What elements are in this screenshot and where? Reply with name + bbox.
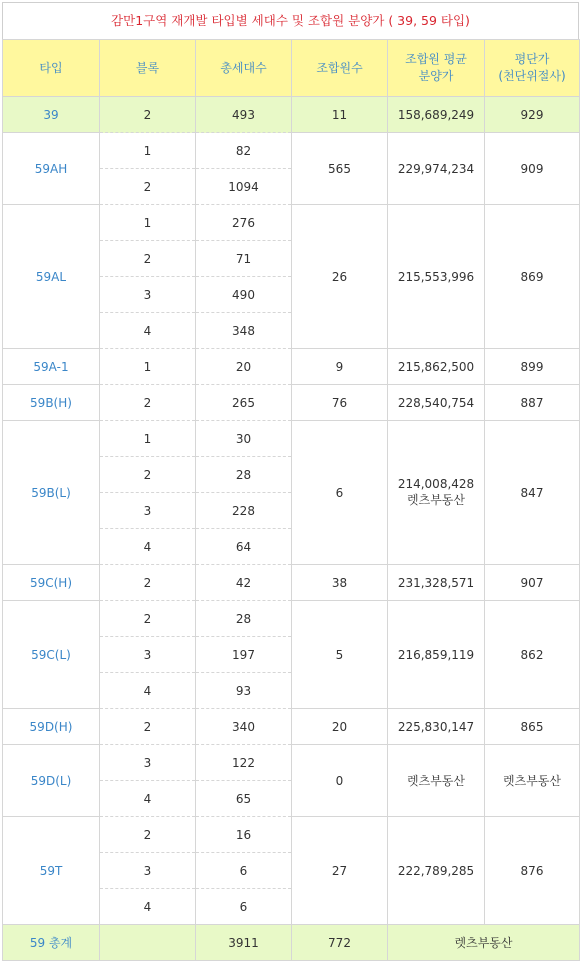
cell-members: 11 (292, 97, 388, 133)
cell-total-units: 16 (196, 817, 292, 853)
cell-avg-price-value: 222,789,285 (397, 863, 475, 878)
cell-total-units: 228 (196, 493, 292, 529)
cell-block: 3 (100, 493, 196, 529)
cell-block: 4 (100, 313, 196, 349)
table-title: 감만1구역 재개발 타입별 세대수 및 조합원 분양가 ( 39, 59 타입) (2, 2, 579, 39)
price-table (2, 39, 580, 961)
cell-block: 2 (100, 97, 196, 133)
cell-avg-price (388, 97, 485, 133)
cell-avg-price (388, 565, 485, 601)
cell-block: 1 (100, 349, 196, 385)
table-row (3, 565, 580, 601)
table-row (3, 205, 580, 241)
cell-avg-price (388, 709, 485, 745)
table-row (3, 133, 580, 169)
cell-per-pyeong: 847 (485, 421, 580, 565)
table-row (3, 421, 580, 457)
header-total-units: 총세대수 (196, 40, 292, 97)
cell-type: 59D(H) (3, 709, 100, 745)
cell-block: 2 (100, 565, 196, 601)
cell-avg-price (388, 205, 485, 349)
total-type: 59 총계 (3, 925, 100, 961)
cell-block: 2 (100, 601, 196, 637)
table-row (3, 745, 580, 781)
total-units: 3911 (196, 925, 292, 961)
cell-per-pyeong: 869 (485, 205, 580, 349)
cell-block: 1 (100, 133, 196, 169)
cell-members: 565 (292, 133, 388, 205)
cell-block: 4 (100, 889, 196, 925)
cell-members: 26 (292, 205, 388, 349)
cell-per-pyeong: 865 (485, 709, 580, 745)
cell-members: 5 (292, 601, 388, 709)
cell-avg-price (388, 133, 485, 205)
cell-total-units: 82 (196, 133, 292, 169)
cell-avg-price (388, 817, 485, 925)
cell-avg-price-value: 229,974,234 (397, 161, 475, 176)
cell-total-units: 122 (196, 745, 292, 781)
cell-total-units: 71 (196, 241, 292, 277)
cell-avg-price-value: 231,328,571 (397, 575, 475, 590)
header-per-pyeong (485, 40, 580, 97)
header-row (3, 40, 580, 97)
cell-avg-price-value: 렛츠부동산 (407, 774, 465, 788)
cell-type: 59B(L) (3, 421, 100, 565)
cell-block: 1 (100, 421, 196, 457)
cell-per-pyeong: 렛츠부동산 (485, 745, 580, 817)
cell-total-units: 20 (196, 349, 292, 385)
cell-per-pyeong: 909 (485, 133, 580, 205)
cell-block: 2 (100, 709, 196, 745)
cell-total-units: 276 (196, 205, 292, 241)
cell-members: 9 (292, 349, 388, 385)
cell-avg-price-value: 216,859,119 (397, 647, 475, 662)
cell-per-pyeong: 929 (485, 97, 580, 133)
cell-type: 59B(H) (3, 385, 100, 421)
table-row (3, 601, 580, 637)
cell-block: 2 (100, 385, 196, 421)
table-row (3, 349, 580, 385)
cell-avg-price-note: 렛츠부동산 (407, 493, 465, 507)
cell-block: 2 (100, 169, 196, 205)
cell-avg-price-value: 225,830,147 (397, 719, 475, 734)
cell-type: 59A-1 (3, 349, 100, 385)
cell-members: 0 (292, 745, 388, 817)
cell-per-pyeong: 899 (485, 349, 580, 385)
cell-total-units: 348 (196, 313, 292, 349)
cell-block: 2 (100, 457, 196, 493)
header-avg-price-line1: 조합원 평균 (405, 52, 467, 66)
cell-per-pyeong: 862 (485, 601, 580, 709)
cell-total-units: 6 (196, 889, 292, 925)
total-merged-note: 렛츠부동산 (388, 925, 580, 961)
cell-total-units: 42 (196, 565, 292, 601)
header-avg-price-line2: 분양가 (418, 69, 454, 83)
cell-members: 6 (292, 421, 388, 565)
cell-total-units: 265 (196, 385, 292, 421)
cell-type: 59C(H) (3, 565, 100, 601)
cell-total-units: 28 (196, 601, 292, 637)
cell-avg-price-value: 214,008,428 (397, 477, 475, 491)
cell-block: 3 (100, 637, 196, 673)
cell-avg-price-value: 215,553,996 (397, 269, 475, 284)
cell-type: 59AH (3, 133, 100, 205)
cell-type: 59AL (3, 205, 100, 349)
cell-avg-price-value: 228,540,754 (397, 395, 475, 410)
cell-avg-price (388, 745, 485, 817)
cell-total-units: 65 (196, 781, 292, 817)
table-body (3, 97, 580, 961)
cell-type: 59T (3, 817, 100, 925)
cell-total-units: 490 (196, 277, 292, 313)
cell-per-pyeong: 907 (485, 565, 580, 601)
header-per-pyeong-line1: 평단가 (514, 52, 550, 66)
cell-avg-price (388, 385, 485, 421)
cell-avg-price-value: 158,689,249 (397, 107, 475, 122)
cell-per-pyeong: 876 (485, 817, 580, 925)
cell-block: 3 (100, 277, 196, 313)
cell-total-units: 93 (196, 673, 292, 709)
cell-total-units: 6 (196, 853, 292, 889)
cell-avg-price (388, 601, 485, 709)
cell-block: 2 (100, 817, 196, 853)
cell-block: 2 (100, 241, 196, 277)
cell-total-units: 1094 (196, 169, 292, 205)
cell-members: 20 (292, 709, 388, 745)
header-members: 조합원수 (292, 40, 388, 97)
cell-members: 76 (292, 385, 388, 421)
table-row (3, 709, 580, 745)
total-block (100, 925, 196, 961)
total-members: 772 (292, 925, 388, 961)
cell-block: 1 (100, 205, 196, 241)
cell-block: 3 (100, 853, 196, 889)
header-avg-price (388, 40, 485, 97)
price-table-container (2, 2, 579, 961)
cell-total-units: 64 (196, 529, 292, 565)
cell-block: 4 (100, 781, 196, 817)
cell-block: 4 (100, 673, 196, 709)
cell-block: 4 (100, 529, 196, 565)
cell-block: 3 (100, 745, 196, 781)
header-type: 타입 (3, 40, 100, 97)
cell-type: 59C(L) (3, 601, 100, 709)
cell-members: 38 (292, 565, 388, 601)
cell-total-units: 28 (196, 457, 292, 493)
cell-members: 27 (292, 817, 388, 925)
cell-total-units: 30 (196, 421, 292, 457)
total-row (3, 925, 580, 961)
table-row (3, 97, 580, 133)
cell-per-pyeong: 887 (485, 385, 580, 421)
table-row (3, 817, 580, 853)
header-block: 블록 (100, 40, 196, 97)
cell-avg-price-value: 215,862,500 (397, 359, 475, 374)
cell-type: 59D(L) (3, 745, 100, 817)
table-row (3, 385, 580, 421)
cell-total-units: 493 (196, 97, 292, 133)
cell-avg-price (388, 349, 485, 385)
header-per-pyeong-line2: (천단위절사) (498, 69, 566, 83)
cell-avg-price (388, 421, 485, 565)
cell-total-units: 197 (196, 637, 292, 673)
cell-type: 39 (3, 97, 100, 133)
cell-total-units: 340 (196, 709, 292, 745)
